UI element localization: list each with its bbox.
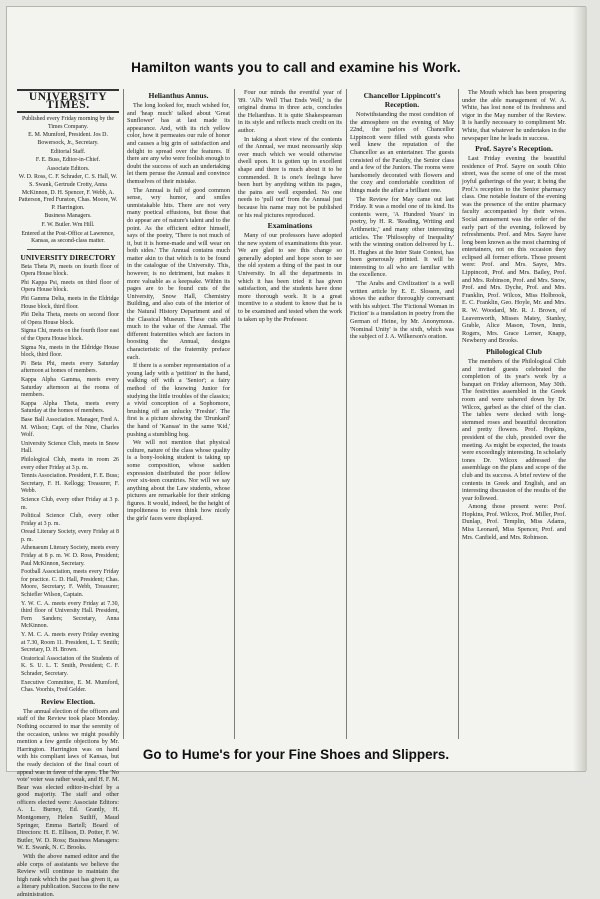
article-paragraph: The annual election of the officers and staff of the Review took place Monday. Nothing occurred to mar the serenity of the occasion, unless we might possibly mention a few gentle objections by Mr. Harrington. Harrington was on hand with his compliant laws of Kansas, but the ready decision of the final court of appeal was in favor of the ayes. The 'No vote' voter was rather weak, and H. F. M. Bear was elected editor-in-chief by a good majority. The staff and other officers elected were: Associate Editors: A. L. Burney, Ed. Grantly, H. Montgomery, Helen Sutliff, Maud Springer, Emma Bartell; Board of Directors: H. E. Ellison, D. Potter, F. W. Butler, W. D. Ross; Business Managers: W. E. Swank, N. C. Brooks. <box>17 707 119 852</box>
directory-entry: Athenaeum Literary Society, meets every Friday at 8 p. m. W. D. Ross, President; Paul McKinnon, Secretary. <box>21 545 119 567</box>
directory-entry: Tennis Association. President, F. E. Buss; Secretary, F. H. Kellogg; Treasurer, F. Webb. <box>21 473 119 495</box>
directory-entry: Philological Club, meets in room 26 every other Friday at 3 p. m. <box>21 456 119 471</box>
directory-entry: Phi Kappa Psi, meets on third floor of Opera House block. <box>21 279 119 294</box>
directory-entry: Political Science Club, every other Friday at 3 p. m. <box>21 513 119 527</box>
directory-entry: Executive Committee, E. M. Mumford, Chas. Voorhis, Fred Gelder. <box>21 679 119 694</box>
top-banner-ad: Hamilton wants you to call and examine his Work. <box>131 60 461 75</box>
article-paragraph: The members of the Philological Club and invited guests celebrated the completion of its year's work by a banquet on Friday afternoon, May 30th. The festivities assembled in the Greek room and were ushered down by Dr. Wilcox, garbed as the chief of the clan. The tables were decked with long-stemmed roses and beautiful decoration and pretty flowers. Prof. Hopkins, president of the club, presided over the meeting. As might be expected, the toasts were exceedingly interesting. In scholarly tones Dr. Wilcox addressed the assemblage on the plans and scope of the club and its success. A brief review of the contents in Greek and English, and an interesting discussion of the results of the year followed. <box>462 358 566 502</box>
directory-entry: Football Association, meets every Friday for practice. C. D. Hall, President; Chas. Moore, Secretary; F. Webb, Treasurer; Schiefler Wilson, Captain. <box>21 569 119 599</box>
article-paragraph: Notwithstanding the most condition of the atmosphere on the evening of May 22nd, the parlors of Chancellor Lippincott were filled with guests who well knew the reputation of the Chancellor as an entertainer. The guests consisted of the Faculty, the Senior class and a few of the Juniors. The rooms were handsomely decorated with flowers and the cozy and comfortable condition of things made the affair a brilliant one. <box>350 111 454 194</box>
directory-entry: Y. W. C. A. meets every Friday at 7.30, third floor of University Hall. President, Fern Sanders; Secretary, Anna McKinnon. <box>21 600 119 630</box>
directory-entry: Phi Delta Theta, meets on second floor of Opera House block. <box>21 312 119 326</box>
staff-line: Business Managers. <box>44 213 92 220</box>
directory-entry: University Science Club, meets in Snow Hall. <box>21 440 119 455</box>
staff-line: Associate Editors. <box>46 165 90 172</box>
newspaper-page <box>6 6 586 898</box>
column-rule <box>458 89 459 739</box>
philological-heading: Philological Club <box>486 347 542 356</box>
directory-entry: Oratorical Association of the Students of K. S. U. L. T. Smith, President; C. F. Schrader, Secretary. <box>21 655 119 677</box>
staff-line: E. M. Mumford, President. Jos D. Bowersock, Jr., Secretary. <box>28 132 108 146</box>
directory-entry: Kappa Alpha Theta, meets every Saturday at the homes of members. <box>21 400 119 415</box>
article-paragraph: If there is a somber representation of a young lady with a 'petition' in the hand, walking off with a 'Senior'; a fairy method of the knowing Junior for studying the little troubles of the classics; a vivid conception of a Sophomore, brushing off an unlucky 'Freshie'. The first is a picture showing the 'Drunkard' the hand of 'Kansas' in the same 'Kid,' pushing a stumbling hog. <box>127 362 230 438</box>
examinations-heading: Examinations <box>267 221 313 231</box>
column-3 <box>238 89 342 737</box>
review-heading: Review Election. <box>41 696 95 706</box>
article-paragraph: Many of our professors have adopted the new system of examinations this year. We are glad to see this change so generally adopted and hope soon to see the old system a thing of the past in our University. In all the departments in which it has been tried it has given satisfaction, and the students have done more thorough work. It is a great incentive to a student to know that he is to be examined and tested when the work is taken up by the Professor. <box>238 232 342 323</box>
university-directory <box>17 264 119 695</box>
article-paragraph: With the above named editor and the able corps of assistants we believe the Review will continue to maintain the high rank which the past has given it, as a literary publication. Success to the new administration. <box>17 853 119 898</box>
article-paragraph: Four our minds the eventful year of '89. 'All's Well That Ends Well,' is the original drama in three acts, concludes the Helianthus. It is quite Shakespearean in its style and reflects much credit on its author. <box>238 89 342 134</box>
staff-line: F. E. Buss, Editor-in-Chief. <box>35 157 101 164</box>
staff-line: Editorial Staff. <box>50 148 86 155</box>
helianthus-heading: Helianthus Annus. <box>148 91 209 100</box>
chancellor-heading: Chancellor Lippincott's Reception. <box>363 91 441 109</box>
page-gutter-shadow <box>573 7 587 771</box>
directory-entry: Phi Gamma Delta, meets in the Eldridge House block, third floor. <box>21 296 119 310</box>
divider <box>27 249 109 250</box>
staff-line: Published every Friday morning by the Times Company. <box>21 116 115 130</box>
column-1 <box>17 89 119 898</box>
column-rule <box>123 89 124 739</box>
directory-entry: Sigma Nu, meets in the Eldridge House block, third floor. <box>21 344 119 359</box>
article-paragraph: The Mouth which has been prospering under the able management of W. A. White, has lost none of its freshness and vigor in the May number of the Review. It is hardly necessary to compliment Mr. White, that whatever he undertakes in the newspaper line he leads in success. <box>462 89 566 142</box>
directory-entry: Sigma Chi, meets on the fourth floor east of the Opera House block. <box>21 328 119 343</box>
directory-entry: Oread Literary Society, every Friday at 8 p. m. <box>21 529 119 543</box>
directory-entry: Pi Beta Phi, meets every Saturday afternoon at homes of members. <box>21 360 119 375</box>
directory-heading: UNIVERSITY DIRECTORY <box>20 252 116 262</box>
article-paragraph: We will not mention that physical culture, nature of the class whose quality is a bony-looking student is taking up some composition, whose sadden expression distributed the poor fellow over six-teen countries. Nor will we say anything about the Law students, whose pictures are remarkable for their striking figures. It would, indeed, be the height of impoliteness to even think how nicely the girls' faces were displayed. <box>127 439 230 523</box>
article-paragraph: The long looked for, much wished for, and 'heap much' talked about 'Great Sunflower' has at last made its appearance. And, with its rich yellow color, how it permeates our rule of honor and causes a big grin of satisfaction and delight to spread over the features. If there are any who were foolish enough to doubt the success of such an undertaking let them peruse the Annual and convince themselves of their mistake. <box>127 102 230 185</box>
staff-line: Entered at the Post-Office at Lawrence, Kansas, as second-class matter. <box>21 230 115 245</box>
bottom-banner-ad: Go to Hume's for your Fine Shoes and Slippers. <box>142 747 450 762</box>
directory-entry: Beta Theta Pi, meets on fourth floor of Opera House block. <box>21 263 119 278</box>
masthead: UNIVERSITY TIMES. <box>17 89 119 113</box>
directory-entry: Science Club, every other Friday at 3 p. m. <box>21 496 119 511</box>
directory-entry: Kappa Alpha Gamma, meets every Saturday afternoon at the rooms of members. <box>21 377 119 399</box>
directory-entry: Y. M. C. A. meets every Friday evening at 7.30, Room 11. President, L. T. Smith; Secretary, D. H. Brown. <box>21 632 119 654</box>
column-4 <box>350 89 454 737</box>
staff-line: F. W. Butler. Wm Hill. <box>41 221 95 228</box>
article-paragraph: In taking a short view of the contents of the Annual, we must necessarily skip over much which we would otherwise dwell upon. It is gotten up in excellent shape and there is much about it to be commended. It is one's feelings have been hurt by anything within its pages, the pains are well expended. No one needs to 'pull out' from the Annual just because his name may not be published or his real pictures reproduced. <box>238 135 342 219</box>
sayre-reception-heading: Prof. Sayre's Reception. <box>475 144 553 154</box>
article-paragraph: 'The Arabs and Civilization' is a well written article by E. E. Slosson, and shows the author thoroughly conversant with his subject. The 'Fictional Woman in Fiction' is a translation in poetry from the German of Heine, by Mr. Anonymous. 'Nominal Unity' is the sixth, which was the subject of J. A. Wilkerson's oration. <box>350 280 454 341</box>
column-5 <box>462 89 566 737</box>
article-paragraph: Among those present were: Prof. Hopkins, Prof. Wilcox, Prof. Miller, Prof. Dunlap, Prof. Templin, Miss Adams, Miss Leonard, Miss Spencer, Prof. and Mrs. Canfield, and Mrs. Robinson. <box>462 503 566 541</box>
column-rule <box>234 89 235 739</box>
article-paragraph: The Annual is full of good common sense, wry humor, and smiles unmistakable hits. There are not very many poetical effusions, but those that do appear are of nature's talent and to the point. As the efficient editor himself, says of the poetry, 'There is not much of it, but it is home-made and will wear on both sides.' The Annual contains much matter akin to that which is to be found in the catalogue of the University. This, however, is no detriment, but makes it more valuable as a keepsake. Within its pages are to be found cuts of the University, Snow Hall, Chemistry Building, and also cuts of the interior of the Natural History Department and of the Classical Museum. These cuts add much to the value of the Annual. The different fraternities which are factors in boosting the Annual, designs characteristic of the fraternity preface each. <box>127 186 230 361</box>
directory-entry: Base Ball Association. Manager, Fred A. M. Wilson; Capt. of the Nine, Charles Wolf. <box>21 416 119 439</box>
staff-line: W. D. Ross, C. F. Schrader, C. S. Hall, W. S. Swank, Gertrude Crotty, Anna McKinnon, D. H. Spencer, F. Webb, A. Patterson, Fred Funston, Chas. Moore, W. P. Harrington. <box>18 174 118 211</box>
column-rule <box>346 89 347 739</box>
article-paragraph: The Review for May came out last Friday. It was a model one of its kind. Its contents were, 'A Hundred Years' in poetry, by H. R. 'Reading, Writing and Arithmetic,' and many other interesting articles. The 'Philosophy of Inequality' with the winning oration delivered by L. H. Hughes at the Inter State Contest, has been generously printed. It will be interesting to all who are familiar with the excellence. <box>350 195 454 279</box>
article-paragraph: Last Friday evening the beautiful residence of Prof. Sayre on south Ohio street, was the scene of one of the most joyful gatherings of the year; it being the Prof.'s reception to the Senior pharmacy class. One notable feature of the evening was the presence of the entire pharmacy faculty accompanied by their wives. Social amusement was the order of the early part of the evening, followed by refreshments. Prof. and Mrs. Sayre have long been known as the most charming of entertainers, not on this occasion they eclipsed all former efforts. Those present were: Prof. and Mrs. Sayre, Mrs. Lippincott, Prof. and Mrs. Bailey, Prof. and Mrs. Robinson, Prof. and Mrs. Snow, Prof. and Mrs. Dyche, Prof. and Mrs. Franklin, Prof. Wilcox, Miss Holbrook, E. C. Franklin, Geo. Hoyle, Mr. and Mrs. R. W. Woodard, Mr. R. J. Brown, of Leavenworth, Misses Matey, Stanley, Grable, Alice Mason, Town, Innis, Rogers, Mrs. Grace Lerner, Knapp, Newberry and Brooks. <box>462 155 566 345</box>
column-2 <box>127 89 230 737</box>
